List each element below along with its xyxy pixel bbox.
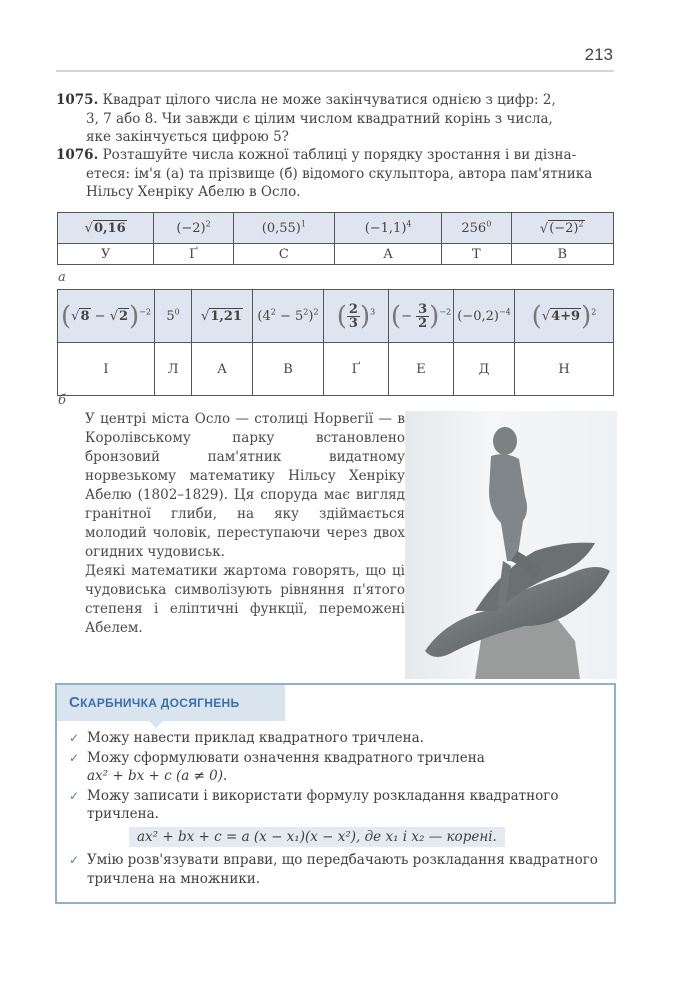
achievement-item (69, 851, 609, 888)
achievement-text: Можу сформулювати означення квадратного тричлена (87, 749, 485, 766)
achievement-text: Умію розв'язувати вправи, що передбачають розкладання квадратного тричлена на множники. (87, 852, 598, 887)
expr-cell: ( $\frac{2}{3}$ )$^3$ (324, 290, 389, 343)
abel-story (85, 410, 405, 638)
expr-cell: $5^0$ (155, 290, 192, 343)
table-a (57, 212, 614, 265)
expr-cell: $(-0,2)^{-4}$ (454, 290, 515, 343)
checkmark-icon: ✓ (69, 750, 80, 765)
achievements-box (55, 683, 616, 904)
problem-text-line: Нільсу Хенріку Абелю в Осло. (86, 184, 301, 200)
problem-number: 1076. (56, 147, 99, 163)
statue-illustration-icon (405, 411, 617, 679)
expr-cell: √0,16 (58, 213, 154, 244)
expr-cell: $(4^2 - 5^2)^2$ (253, 290, 324, 343)
problem-1075 (56, 91, 616, 147)
achievement-item (69, 787, 609, 851)
letter-cell: І (58, 343, 155, 396)
expr-cell: $(-2)^2$ (154, 213, 233, 244)
story-paragraph-1: У центрі міста Осло — столиці Норвегії — в Королівському парку встановлено бронзовий пам'ятник видатному норвезькому математику Нільсу Хенріку Абелю (1802–1829). Ця споруда має вигляд гранітної глиби, на яку здіймається молодий чоловік, переступаючи через двох огидних чудовиськ. (85, 411, 405, 560)
problem-text-line: Розташуйте числа кожної таблиці у порядку зростання і ви дізна- (102, 147, 577, 163)
expr-cell: $(√4+9)^2$ (515, 290, 614, 343)
problem-number: 1075. (56, 92, 99, 108)
achievements-title (57, 685, 285, 721)
problem-text-line: яке закінчується цифрою 5? (86, 129, 289, 145)
expr-cell: $(√8 - √2)^{-2}$ (58, 290, 155, 343)
expr-cell: $(-1,1)^4$ (335, 213, 442, 244)
page-number: 213 (584, 45, 613, 64)
letter-cell: С (233, 244, 334, 265)
checkmark-icon: ✓ (69, 853, 80, 867)
checkmark-icon: ✓ (69, 788, 80, 803)
table-b-label: б (58, 393, 66, 408)
problem-text-line: етеся: ім'я (а) та прізвище (б) відомого скульптора, автора пам'ятника (86, 165, 593, 182)
letter-cell: А (192, 343, 253, 396)
expr-cell: $256^0$ (442, 213, 511, 244)
letter-cell: В (253, 343, 324, 396)
problem-1076 (56, 146, 616, 202)
letter-cell: Е (389, 343, 454, 396)
letter-cell: Ґ (324, 343, 389, 396)
achievements-list (69, 729, 609, 889)
achievement-text: Можу навести приклад квадратного тричлена. (87, 730, 424, 746)
expr-cell: (− $\frac{3}{2}$ )$^{-2}$ (389, 290, 454, 343)
letter-cell: У (58, 244, 154, 265)
letter-cell: В (511, 244, 614, 265)
checkmark-icon: ✓ (69, 731, 80, 745)
table-a-label: а (58, 270, 66, 285)
expr-cell: $√(-2)^2$ (511, 213, 614, 244)
achievement-item (69, 749, 609, 786)
letter-cell: А (335, 244, 442, 265)
achievement-formula: ax² + bx + c (a ≠ 0). (87, 768, 228, 784)
letter-cell: Т (442, 244, 511, 265)
problem-text-line: Квадрат цілого числа не може закінчуватися однією з цифр: 2, (102, 92, 556, 108)
table-b (57, 289, 614, 396)
factorization-formula: ax² + bx + c = a (x − x₁)(x − x²), де x₁ і x₂ — корені. (129, 827, 505, 848)
problem-text-line: 3, 7 або 8. Чи завжди є цілим числом квадратний корінь з числа, (86, 110, 553, 127)
story-paragraph-2: Деякі математики жартома говорять, що ці чудовиська символізують рівняння п'ятого степеня і еліптичні функції, переможені Абелем. (85, 563, 405, 636)
expr-cell: $(0,55)^1$ (233, 213, 334, 244)
title-rest: КАРБНИЧКА ДОСЯГНЕНЬ (80, 696, 240, 710)
letter-cell: Ґ (154, 244, 233, 265)
letter-cell: Д (454, 343, 515, 396)
title-initial: С (69, 694, 81, 711)
expr-cell: √1,21 (192, 290, 253, 343)
abel-monument-image (405, 411, 617, 679)
achievement-text: Можу записати і використати формулу розкладання квадратного тричлена. (87, 787, 559, 822)
letter-cell: Н (515, 343, 614, 396)
header-divider (56, 70, 614, 72)
letter-cell: Л (155, 343, 192, 396)
achievement-item (69, 729, 609, 748)
